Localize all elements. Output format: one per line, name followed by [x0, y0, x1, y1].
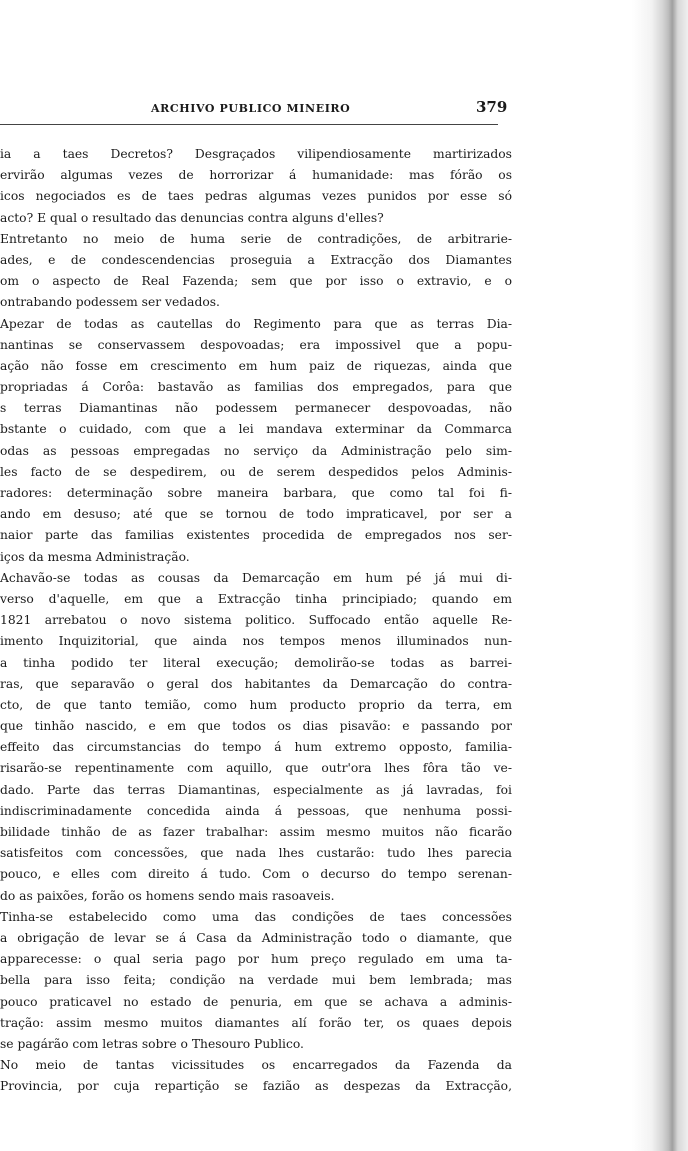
text-line: ação não fosse em crescimento em hum paiz de riquezas, ainda que — [0, 358, 512, 373]
text-line: ando em desuso; até que se tornou de todo impraticavel, por ser a — [0, 507, 512, 522]
text-line: bstante o cuidado, com que a lei mandava exterminar da Commarca — [0, 422, 512, 437]
text-line: satisfeitos com concessões, que nada lhes custarão: tudo lhes parecia — [0, 846, 512, 861]
text-line: imento Inquizitorial, que ainda nos tempos menos illuminados nun- — [0, 634, 512, 649]
text-line: Apezar de todas as cautellas do Regimento para que as terras Dia- — [0, 316, 512, 331]
text-line: dado. Parte das terras Diamantinas, especialmente as já lavradas, foi — [0, 782, 512, 797]
text-line: verso d'aquelle, em que a Extracção tinha principiado; quando em — [0, 591, 512, 606]
text-line: risarão-se repentinamente com aquillo, que outr'ora lhes fôra tão ve- — [0, 761, 512, 776]
text-line: nantinas se conservassem despovoadas; era impossivel que a popu- — [0, 337, 512, 352]
text-line: Achavão-se todas as cousas da Demarcação em hum pé já mui di- — [0, 570, 512, 585]
text-line: odas as pessoas empregadas no serviço da Administração pelo sim- — [0, 443, 512, 458]
text-line: acto? E qual o resultado das denuncias contra alguns d'elles? — [0, 210, 384, 225]
text-line: icos negociados es de taes pedras algumas vezes punidos por esse só — [0, 189, 512, 204]
text-line: ras, que separavão o geral dos habitantes da Demarcação do contra- — [0, 676, 512, 691]
text-line: radores: determinação sobre maneira barbara, que como tal foi fi- — [0, 486, 512, 500]
text-line: pouco praticavel no estado de penuria, em que se achava a adminis- — [0, 994, 512, 1009]
text-line: ontrabando podessem ser vedados. — [0, 295, 220, 310]
text-line: ades, e de condescendencias proseguia a Extracção dos Diamantes — [0, 252, 512, 267]
text-line: les facto de se despedirem, ou de serem despedidos pelos Adminis- — [0, 464, 512, 479]
text-line: 1821 arrebatou o novo sistema politico. Suffocado então aquelle Re- — [0, 613, 512, 628]
text-line: bilidade tinhão de as fazer trabalhar: assim mesmo muitos não ficarão — [0, 825, 512, 839]
text-line: Tinha-se estabelecido como uma das condições de taes concessões — [0, 909, 512, 924]
text-line: se pagárão com letras sobre o Thesouro Publico. — [0, 1036, 304, 1051]
text-line: ia a taes Decretos? Desgraçados vilipendiosamente martirizados — [0, 147, 512, 161]
text-line: s terras Diamantinas não podessem permanecer despovoadas, não — [0, 401, 512, 416]
text-line: a tinha podido ter literal execução; demolirão-se todas as barrei- — [0, 655, 512, 670]
page-number: 379 — [476, 98, 508, 116]
text-line: propriadas á Corôa: bastavão as familias dos empregados, para que — [0, 380, 512, 395]
text-line: effeito das circumstancias do tempo á hum extremo opposto, familia- — [0, 740, 512, 755]
text-line: naior parte das familias existentes procedida de empregados nos ser- — [0, 528, 512, 543]
running-head: ARCHIVO PUBLICO MINEIRO — [151, 102, 351, 115]
text-line: a obrigação de levar se á Casa da Administração todo o diamante, que — [0, 930, 512, 945]
page-edge-shadow — [632, 0, 688, 1151]
text-line: cto, de que tanto temião, como hum producto proprio da terra, em — [0, 697, 512, 712]
text-line: om o aspecto de Real Fazenda; sem que por isso o extravio, e o — [0, 274, 512, 289]
page-header — [0, 98, 510, 118]
text-line: tração: assim mesmo muitos diamantes alí forão ter, os quaes depois — [0, 1015, 512, 1030]
body-text — [0, 144, 512, 1097]
header-rule — [0, 124, 498, 125]
text-line: ervirão algumas vezes de horrorizar á humanidade: mas fórão os — [0, 168, 512, 183]
text-line: pouco, e elles com direito á tudo. Com o decurso do tempo serenan- — [0, 867, 512, 882]
text-line: do as paixões, forão os homens sendo mais rasoaveis. — [0, 888, 335, 903]
text-line: bella para isso feita; condição na verdade mui bem lembrada; mas — [0, 973, 512, 988]
text-line: apparecesse: o qual seria pago por hum preço regulado em uma ta- — [0, 952, 512, 967]
text-line: Entretanto no meio de huma serie de contradições, de arbitrarie- — [0, 231, 512, 246]
text-line: indiscriminadamente concedida ainda á pessoas, que nenhuma possi- — [0, 803, 512, 818]
text-line: iços da mesma Administração. — [0, 549, 190, 564]
text-line: No meio de tantas vicissitudes os encarregados da Fazenda da — [0, 1058, 512, 1073]
text-line: que tinhão nascido, e em que todos os dias pisavão: e passando por — [0, 719, 512, 734]
text-line: Provincia, por cuja repartição se fazião as despezas da Extracção, — [0, 1079, 512, 1094]
